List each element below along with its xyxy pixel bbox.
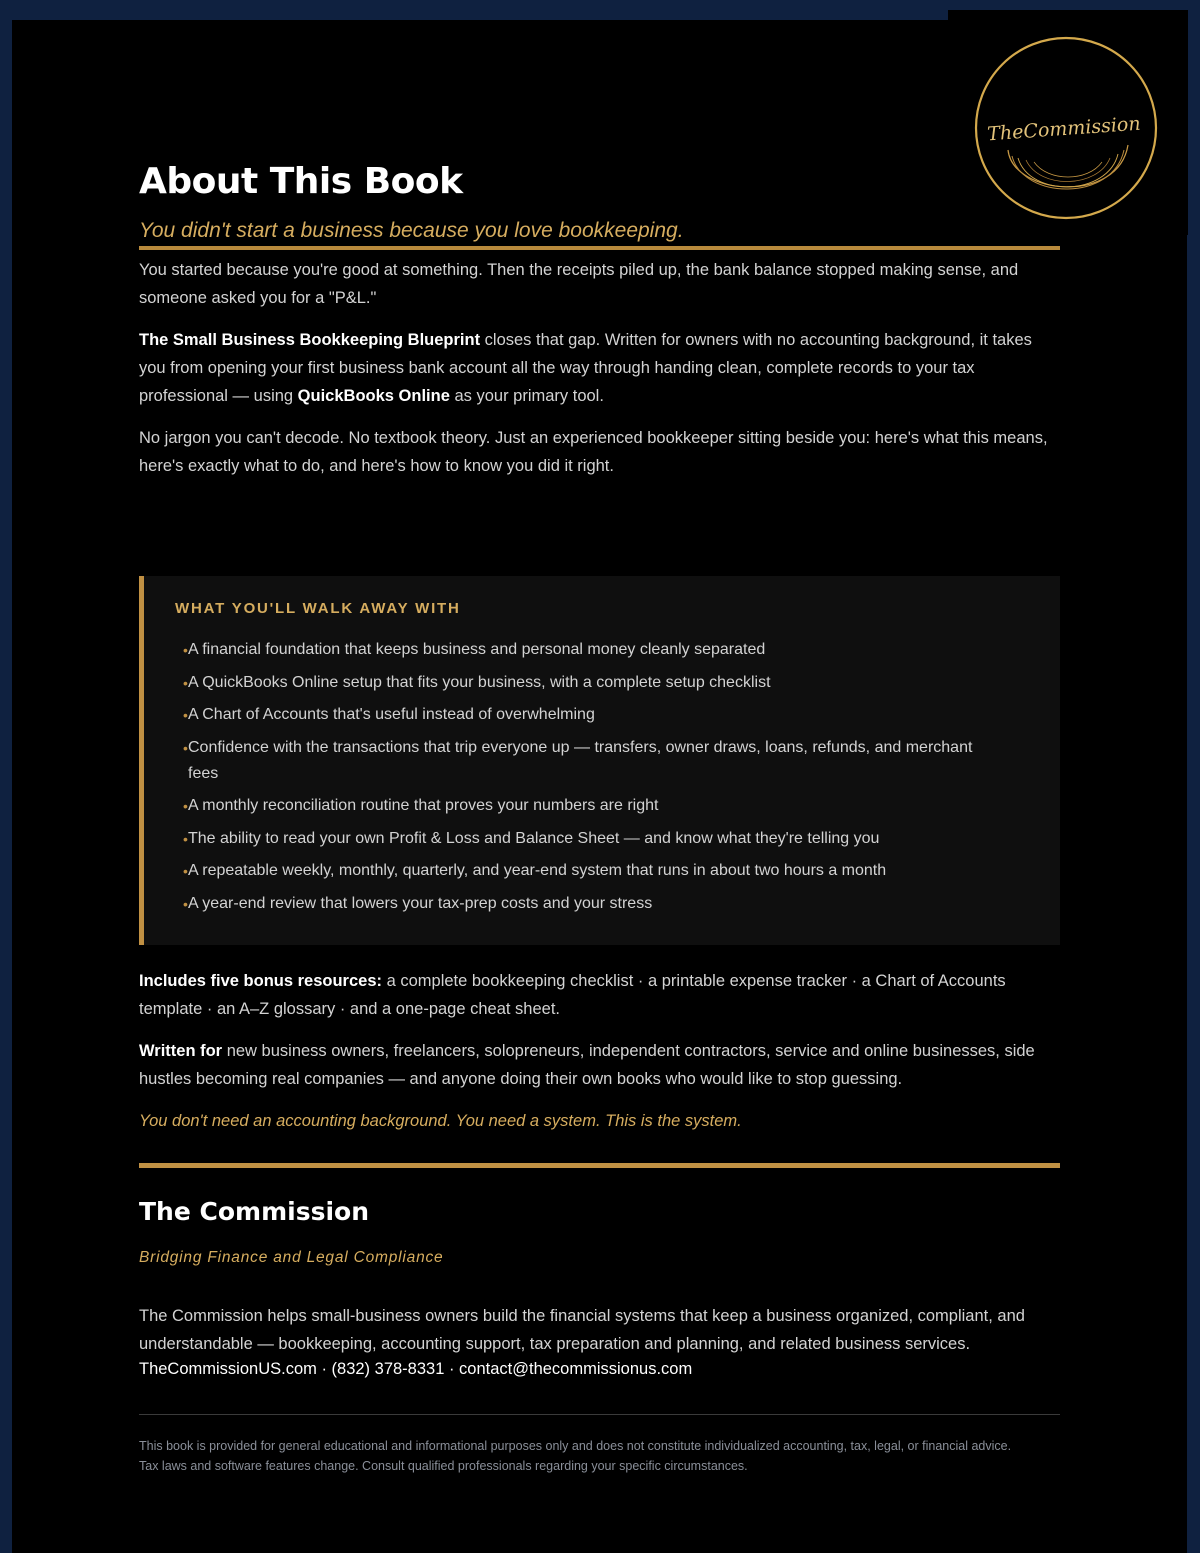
after-box-section <box>139 967 1060 1135</box>
bullet-icon: • <box>183 707 188 723</box>
list-item: • A repeatable weekly, monthly, quarterly, and year-end system that runs in about two hours a month <box>175 858 1020 884</box>
bullet-icon: • <box>183 798 188 814</box>
intro-paragraph-2-text-b: as your primary tool. <box>449 387 604 405</box>
bonus-text: a complete bookkeeping checklist · a printable expense tracker · a Chart of Accounts template · an A–Z glossary · and a one-page cheat sheet. <box>139 972 1006 1018</box>
intro-paragraph-1: You started because you're good at something. Then the receipts piled up, the bank balance stopped making sense, and someone asked you for a "P&L." <box>139 261 1019 307</box>
list-item: • Confidence with the transactions that trip everyone up — transfers, owner draws, loans, refunds, and merchant fees <box>175 735 1020 787</box>
company-tagline: Bridging Finance and Legal Compliance <box>139 1249 444 1266</box>
content <box>139 160 1060 1476</box>
disclaimer: This book is provided for general educational and informational purposes only and does not constitute individualized accounting, tax, legal, or financial advice. Tax laws and software features change. Consult qualified professionals regarding your specific circumstances. <box>139 1439 1012 1473</box>
bullet-icon: • <box>183 863 188 879</box>
bullet-icon: • <box>183 830 188 847</box>
written-for-label: Written for <box>139 1042 223 1060</box>
written-for-text: new business owners, freelancers, solopreneurs, independent contractors, service and online businesses, side hustles becoming real companies — and anyone doing their own books who would like to stop guessing. <box>139 1042 1035 1088</box>
list-item: • A financial foundation that keeps business and personal money cleanly separated <box>175 637 1020 663</box>
closing-line: You don't need an accounting background. You need a system. This is the system. <box>139 1112 742 1130</box>
bullet-icon: • <box>183 739 188 756</box>
company-description: The Commission helps small-business owners build the financial systems that keep a business organized, compliant, and understandable — bookkeeping, accounting support, tax preparation and planning, and related business services. <box>139 1307 1025 1353</box>
list-item: • A Chart of Accounts that's useful instead of overwhelming <box>175 702 1020 728</box>
bullet-icon: • <box>183 674 188 691</box>
list-item: • The ability to read your own Profit & Loss and Balance Sheet — and know what they're telling you <box>175 826 1020 852</box>
walk-away-title: WHAT YOU'LL WALK AWAY WITH <box>175 600 461 617</box>
list-item: • A monthly reconciliation routine that proves your numbers are right <box>175 793 1020 819</box>
walk-away-list <box>175 637 1020 917</box>
list-item: • A year-end review that lowers your tax-prep costs and your stress <box>175 891 1020 917</box>
quickbooks-bold: QuickBooks Online <box>297 387 450 405</box>
book-title-bold: The Small Business Bookkeeping Blueprint <box>139 331 481 349</box>
intro-paragraph-2 <box>139 326 1060 410</box>
logo-text: TheCommission <box>986 112 1142 146</box>
page-title: About This Book <box>139 161 463 202</box>
footer-divider <box>139 1414 1060 1415</box>
page-tagline: You didn't start a business because you love bookkeeping. <box>139 218 1060 250</box>
intro-paragraph-2-text-a: closes that gap. Written for owners with no accounting background, it takes you from opening your first business bank account all the way through handing clean, complete records to your tax professional — using <box>139 331 1032 405</box>
bullet-icon: • <box>183 642 188 658</box>
gold-divider <box>139 1163 1060 1168</box>
list-item: • A QuickBooks Online setup that fits your business, with a complete setup checklist <box>175 670 1020 696</box>
bonus-label: Includes five bonus resources: <box>139 972 382 990</box>
company-name: The Commission <box>139 1197 370 1226</box>
company-contact: TheCommissionUS.com · (832) 378-8331 · contact@thecommissionus.com <box>139 1360 693 1378</box>
written-for-paragraph <box>139 1037 1060 1093</box>
intro-paragraph-3: No jargon you can't decode. No textbook theory. Just an experienced bookkeeper sitting beside you: here's what this means, here's exactly what to do, and here's how to know you did it right. <box>139 429 1048 475</box>
walk-away-box <box>139 576 1060 945</box>
bullet-icon: • <box>183 895 188 912</box>
bonus-resources-paragraph <box>139 967 1060 1023</box>
